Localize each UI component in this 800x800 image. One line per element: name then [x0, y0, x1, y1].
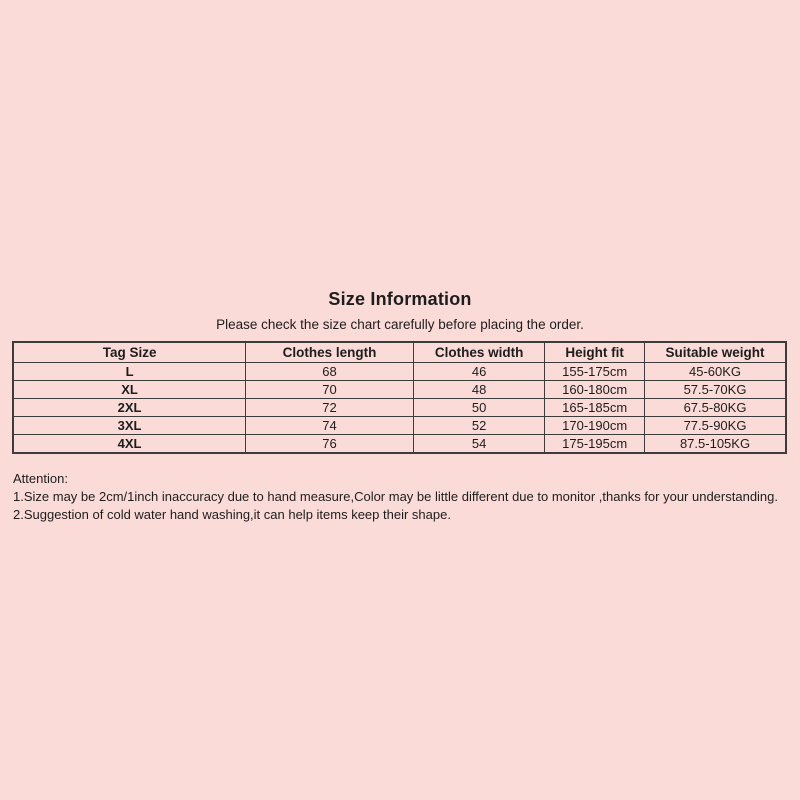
col-header-height-fit: Height fit [545, 342, 645, 363]
attention-note-2: 2.Suggestion of cold water hand washing,it can help items keep their shape. [13, 507, 451, 522]
col-header-tag-size: Tag Size [13, 342, 246, 363]
cell-clothes-width: 54 [413, 435, 544, 454]
table-row-xl [13, 381, 786, 399]
cell-tag-size: 2XL [13, 399, 246, 417]
cell-suitable-weight: 45-60KG [645, 363, 786, 381]
col-header-clothes-width: Clothes width [413, 342, 544, 363]
size-table-header-row [13, 342, 786, 363]
cell-suitable-weight: 57.5-70KG [645, 381, 786, 399]
cell-clothes-width: 52 [413, 417, 544, 435]
table-row-3xl [13, 417, 786, 435]
cell-clothes-length: 76 [246, 435, 414, 454]
cell-clothes-width: 50 [413, 399, 544, 417]
cell-tag-size: 4XL [13, 435, 246, 454]
attention-note-1: 1.Size may be 2cm/1inch inaccuracy due to hand measure,Color may be little different due to monitor ,thanks for your understanding. [13, 489, 779, 504]
col-header-clothes-length: Clothes length [246, 342, 414, 363]
page-title: Size Information [328, 289, 472, 309]
col-header-suitable-weight: Suitable weight [645, 342, 786, 363]
page-subtitle: Please check the size chart carefully before placing the order. [216, 317, 584, 332]
size-table [12, 341, 787, 454]
table-row-2xl [13, 399, 786, 417]
cell-height-fit: 160-180cm [545, 381, 645, 399]
cell-tag-size: 3XL [13, 417, 246, 435]
cell-tag-size: XL [13, 381, 246, 399]
cell-suitable-weight: 67.5-80KG [645, 399, 786, 417]
attention-section [13, 470, 793, 524]
cell-height-fit: 175-195cm [545, 435, 645, 454]
cell-height-fit: 165-185cm [545, 399, 645, 417]
cell-height-fit: 155-175cm [545, 363, 645, 381]
cell-suitable-weight: 87.5-105KG [645, 435, 786, 454]
attention-heading: Attention: [13, 471, 68, 486]
cell-clothes-length: 72 [246, 399, 414, 417]
cell-tag-size: L [13, 363, 246, 381]
cell-suitable-weight: 77.5-90KG [645, 417, 786, 435]
table-row-l [13, 363, 786, 381]
cell-clothes-length: 74 [246, 417, 414, 435]
cell-clothes-width: 46 [413, 363, 544, 381]
cell-height-fit: 170-190cm [545, 417, 645, 435]
cell-clothes-length: 68 [246, 363, 414, 381]
cell-clothes-width: 48 [413, 381, 544, 399]
table-row-4xl [13, 435, 786, 454]
cell-clothes-length: 70 [246, 381, 414, 399]
